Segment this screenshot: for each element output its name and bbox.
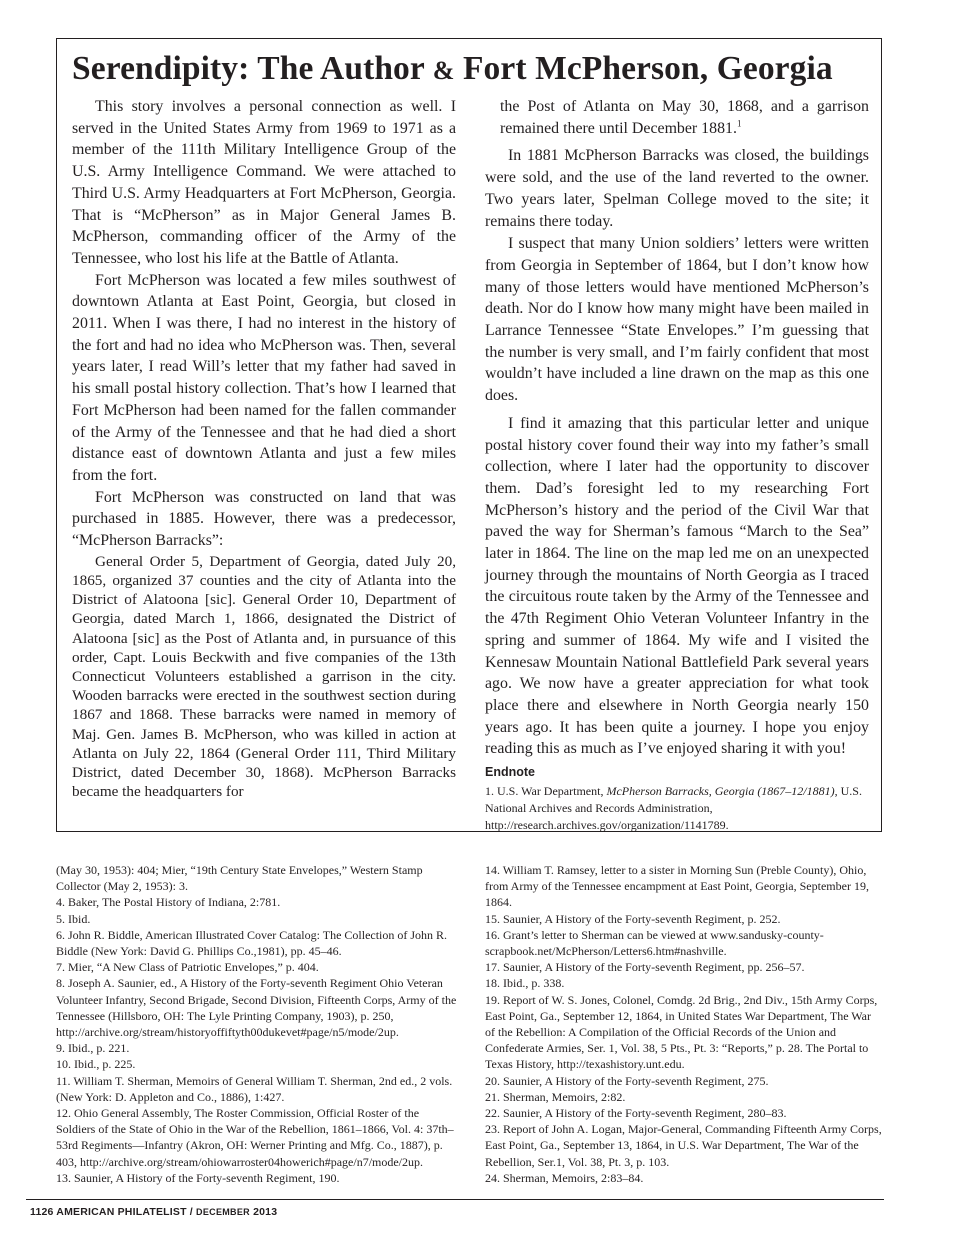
footer-year: 2013 [249,1206,278,1218]
note-item: 8. Joseph A. Saunier, ed., A History of the Forty-seventh Regiment Ohio Veteran Volunteer Infantry, Second Brigade, Second Division, Fifteenth Corps, Army of the Tennessee (Hillsboro, OH: The Lyle Printing Company, 1903), p. 250, http://archive.org/stream/historyoffiftyth00dukevet#page/n5/mode/2up. [56,976,457,1040]
footer-page-publication: 1126 AMERICAN PHILATELIST / [30,1206,197,1218]
footer-rule [26,1199,884,1200]
article-column-left [72,96,456,801]
endnote-reference: 1 [736,118,742,129]
notes-column-right [485,862,883,1186]
note-item: 9. Ibid., p. 221. [56,1041,130,1056]
note-item: 5. Ibid. [56,911,91,926]
note-item: 19. Report of W. S. Jones, Colonel, Comdg. 2d Brig., 2nd Div., 15th Army Corps, East Point, Ga., September 12, 1864, in United States War Department, The War of the Rebellion: A Compilation of the Official Records of the Union and Confederate Armies, Ser. 1, Vol. 38, 5 Pts., Pt. 3: “Reports,” p. 28. The Portal to Texas History, http://texashistory.unt.edu. [485,992,878,1072]
note-item: 23. Report of John A. Logan, Major-General, Commanding Fifteenth Army Corps, East Point, Ga., September 13, 1864, in U.S. War Department, The War of the Rebellion, Ser.1, Vol. 38, Pt. 3, p. 103. [485,1122,882,1169]
note-item: 22. Saunier, A History of the Forty-seventh Regiment, 280–83. [485,1106,787,1121]
note-item: 13. Saunier, A History of the Forty-seventh Regiment, 190. [56,1170,340,1185]
note-item: 21. Sherman, Memoirs, 2:82. [485,1089,626,1104]
title-ampersand: & [432,56,455,85]
article-title [72,50,833,88]
notes-column-left [56,862,458,1186]
paragraph-union-letters: I suspect that many Union soldiers’ letters were written from Georgia in September of 1864, but I don’t know how many of those letters would have mentioned McPherson’s death. Nor do I know how many might have been mailed in Larrance Tennessee “State Envelopes.” I’m guessing that the number is very small, and I’m fairly confident that most wouldn’t have included a line drawn on the map as this one does. [485,235,869,405]
note-item: 10. Ibid., p. 225. [56,1057,136,1072]
block-quote-continued [485,96,869,139]
paragraph-personal-connection: This story involves a personal connection as well. I served in the United States Army from 1969 to 1971 as a member of the 111th Military Intelligence Group of the U.S. Army Intelligence Command. We were attached to Third U.S. Army Headquarters at Fort McPherson, Georgia. That is “McPherson” as in Major General James B. McPherson, commanding officer of the Army of the Tennessee, who lost his life at the Battle of Atlanta. [72,98,456,267]
block-quote: General Order 5, Department of Georgia, dated July 20, 1865, organized 37 counties and the city of Atlanta into the District of Alatoona [sic]. General Order 10, Department of Georgia, dated March 1, 1866, designated the District of Alatoona [sic] as the Post of Atlanta and, in pursuance of this order, Capt. Louis Beckwith and five companies of the 13th Connecticut Volunteers established a garrison in the city. Wooden barracks were erected in the southwest section during 1867 and 1868. These barracks were named in memory of Maj. Gen. James B. McPherson, who was killed in action at Atlanta on July 22, 1864 (General Order 111, Third Military District, dated December 30, 1868). McPherson Barracks became the headquarters for [72,552,456,801]
title-part1: Serendipity: The Author [72,50,433,87]
note-item: 17. Saunier, A History of the Forty-seventh Regiment, pp. 256–57. [485,960,805,975]
note-item: 12. Ohio General Assembly, The Roster Commission, Official Roster of the Soldiers of the State of Ohio in the War of the Rebellion, 1861–1866, Vol. 4: 37th–53rd Regiments—Infantry (Akron, OH: Werner Printing and Mfg. Co., 1887), p. 403, http://archive.org/stream/ohiowarroster04howerich#page/n7/mode/2up. [56,1106,454,1169]
note-item: 20. Saunier, A History of the Forty-seventh Regiment, 275. [485,1073,769,1088]
note-item: 18. Ibid., p. 338. [485,976,565,991]
footer-month: DECEMBER [196,1207,250,1217]
title-part2: Fort McPherson, Georgia [454,50,833,87]
note-item: 6. John R. Biddle, American Illustrated Cover Catalog: The Collection of John R. Biddle (New York: David G. Phillips Co.,1981), pp. 45–46. [56,927,448,959]
paragraph-barracks-closed: In 1881 McPherson Barracks was closed, the buildings were sold, and the use of the land reverted to the owner. Two years later, Spelman College moved to the site; it remains there today. [485,147,869,230]
note-item: 24. Sherman, Memoirs, 2:83–84. [485,1170,644,1185]
note-item: 16. Grant’s letter to Sherman can be viewed at www.sandusky-county-scrapbook.net/McPherson/Letters6.htm#nashville. [485,927,824,959]
note-item: 4. Baker, The Postal History of Indiana, 2:781. [56,895,281,910]
quote-continued-text: the Post of Atlanta on May 30, 1868, and a garrison remained there until December 1881. [500,98,869,137]
paragraph-predecessor: Fort McPherson was constructed on land that was purchased in 1885. However, there was a predecessor, “McPherson Barracks”: [72,488,456,550]
note-item: 7. Mier, “A New Class of Patriotic Envelopes,” p. 404. [56,960,319,975]
note-item: 15. Saunier, A History of the Forty-seventh Regiment, p. 252. [485,911,781,926]
article-column-right [485,96,869,834]
endnote-post: , U.S. National Archives and Records Administration, http://research.archives.gov/organization/1141789. [485,784,862,833]
note-item: (May 30, 1953): 404; Mier, “19th Century State Envelopes,” Western Stamp Collector (May 2, 1953): 3. [56,863,423,894]
page-footer [30,1206,277,1218]
note-item: 11. William T. Sherman, Memoirs of General William T. Sherman, 2nd ed., 2 vols. (New York: D. Appleton and Co., 1886), 1:427. [56,1073,453,1104]
note-item: 14. William T. Ramsey, letter to a sister in Morning Sun (Preble County), Ohio, from Army of the Tennessee encampment at East Point, Georgia, September 19, 1864. [485,863,869,910]
paragraph-fort-location: Fort McPherson was located a few miles southwest of downtown Atlanta at East Point, Georgia, but closed in 2011. When I was there, I had no interest in the history of the fort and had no idea who McPherson was. Then, several years later, I read Will’s letter that my father had saved in his small postal history collection. That’s how I learned that Fort McPherson had been named for the fallen commander of the Army of the Tennessee and that he had died a short distance east of downtown Atlanta and just a few miles from the fort. [72,271,456,484]
endnote-pre: 1. U.S. War Department, [485,784,607,799]
endnote-italic: McPherson Barracks, Georgia (1867–12/1881) [606,784,835,799]
paragraph-serendipity: I find it amazing that this particular letter and unique postal history cover found their way into my father’s small collection, where I later had the opportunity to discover them. Dad’s foresight led to my researching Fort McPherson’s history and the period of the Civil War that paved the way for Sherman’s famous “March to the Sea” later in 1864. The line on the map led me on an unexpected journey through the mountains of North Georgia as I traced the circuitous route taken by the Army of the Tennessee and the 47th Regiment Ohio Veteran Volunteer Infantry in the spring and summer of 1864. My wife and I visited the Kennesaw Mountain National Battlefield Park several years ago. We now have a greater appreciation for what took place there and elsewhere in North Georgia nearly 150 years ago. It has been quite a journey. I hope you enjoy reading this as much as I’ve enjoyed sharing it with you! [485,414,869,758]
endnote-text [485,783,869,834]
endnote-heading: Endnote [485,765,535,780]
